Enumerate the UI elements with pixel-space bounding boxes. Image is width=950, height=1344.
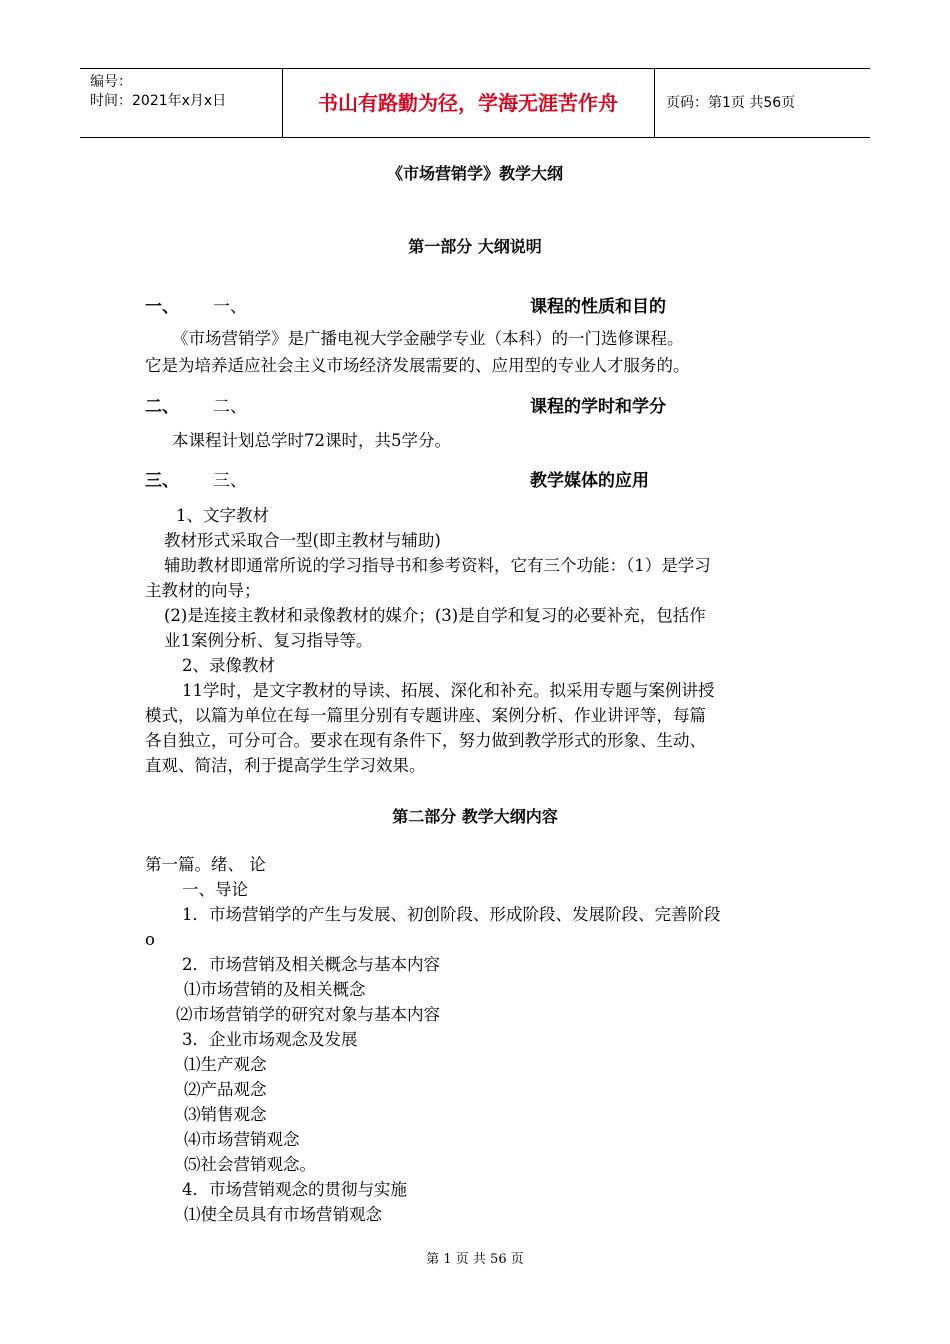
paragraph-line: 本课程计划总学时72课时，共5学分。	[172, 431, 451, 450]
outline-line: ⑴市场营销的及相关概念	[184, 980, 366, 999]
section-heading-3	[145, 466, 845, 490]
outline-line: ⑴使全员具有市场营销观念	[184, 1205, 382, 1224]
number-label: 编号：	[90, 74, 132, 90]
section-sub-number: 一、	[213, 297, 247, 317]
paragraph-line: 直观、简洁，利于提高学生学习效果。	[145, 756, 426, 775]
outline-line: ⑶销售观念	[184, 1105, 267, 1124]
section-number: 一、	[145, 297, 179, 317]
outline-line: ⑵市场营销学的研究对象与基本内容	[176, 1005, 440, 1024]
section-sub-number: 二、	[213, 397, 247, 417]
header-table	[80, 68, 870, 138]
outline-line: 第一篇。绪、 论	[145, 855, 266, 874]
header-meta	[90, 73, 226, 111]
section-sub-number: 三、	[213, 471, 247, 491]
section-number: 二、	[145, 397, 179, 417]
section-title: 教学媒体的应用	[530, 471, 649, 491]
header-motto: 书山有路勤为径，学海无涯苦作舟	[318, 91, 618, 115]
paragraph-line: 各自独立，可分可合。要求在现有条件下，努力做到教学形式的形象、生动、	[145, 731, 706, 750]
section-number: 三、	[145, 471, 179, 491]
paragraph-line: (2)是连接主教材和录像教材的媒介；(3)是自学和复习的必要补充，包括作	[164, 606, 706, 625]
paragraph-line: 教材形式采取合一型(即主教材与辅助)	[164, 531, 441, 550]
outline-line: ⑴生产观念	[184, 1055, 267, 1074]
paragraph-line: 它是为培养适应社会主义市场经济发展需要的、应用型的专业人才服务的。	[145, 356, 690, 375]
outline-line: 4．市场营销观念的贯彻与实施	[182, 1180, 407, 1199]
outline-line: o	[145, 930, 155, 949]
section-title: 课程的性质和目的	[530, 297, 666, 317]
header-page-info: 页码：第1页 共56页	[666, 95, 796, 111]
paragraph-line: 主教材的向导；	[145, 581, 261, 600]
outline-line: 1．市场营销学的产生与发展、初创阶段、形成阶段、发展阶段、完善阶段	[182, 905, 721, 924]
page-footer: 第 1 页 共 56 页	[426, 1252, 524, 1267]
outline-line: 3．企业市场观念及发展	[182, 1030, 358, 1049]
outline-line: 一、导论	[182, 880, 248, 899]
header-divider-2	[654, 69, 655, 137]
paragraph-line: 模式，以篇为单位在每一篇里分别有专题讲座、案例分析、作业讲评等，每篇	[145, 706, 706, 725]
paragraph-line: 《市场营销学》是广播电视大学金融学专业（本科）的一门选修课程。	[172, 329, 684, 348]
part1-title: 第一部分 大纲说明	[408, 237, 542, 256]
outline-line: ⑵产品观念	[184, 1080, 267, 1099]
outline-line: ⑷市场营销观念	[184, 1130, 300, 1149]
outline-line: 2．市场营销及相关概念与基本内容	[182, 955, 440, 974]
part2-title: 第二部分 教学大纲内容	[392, 807, 558, 826]
doc-title: 《市场营销学》教学大纲	[386, 164, 563, 183]
paragraph-line: 辅助教材即通常所说的学习指导书和参考资料，它有三个功能：（1）是学习	[164, 556, 711, 575]
section-heading-1	[145, 292, 845, 316]
paragraph-line: 业1案例分析、复习指导等。	[164, 631, 373, 650]
paragraph-line: 2、录像教材	[182, 656, 275, 675]
section-title: 课程的学时和学分	[530, 397, 666, 417]
section-heading-2	[145, 392, 845, 416]
paragraph-line: 1、文字教材	[176, 506, 269, 525]
paragraph-line: 11学时，是文字教材的导读、拓展、深化和补充。拟采用专题与案例讲授	[182, 681, 715, 700]
time-label: 时间：2021年x月x日	[90, 93, 227, 109]
outline-line: ⑸社会营销观念。	[184, 1155, 316, 1174]
